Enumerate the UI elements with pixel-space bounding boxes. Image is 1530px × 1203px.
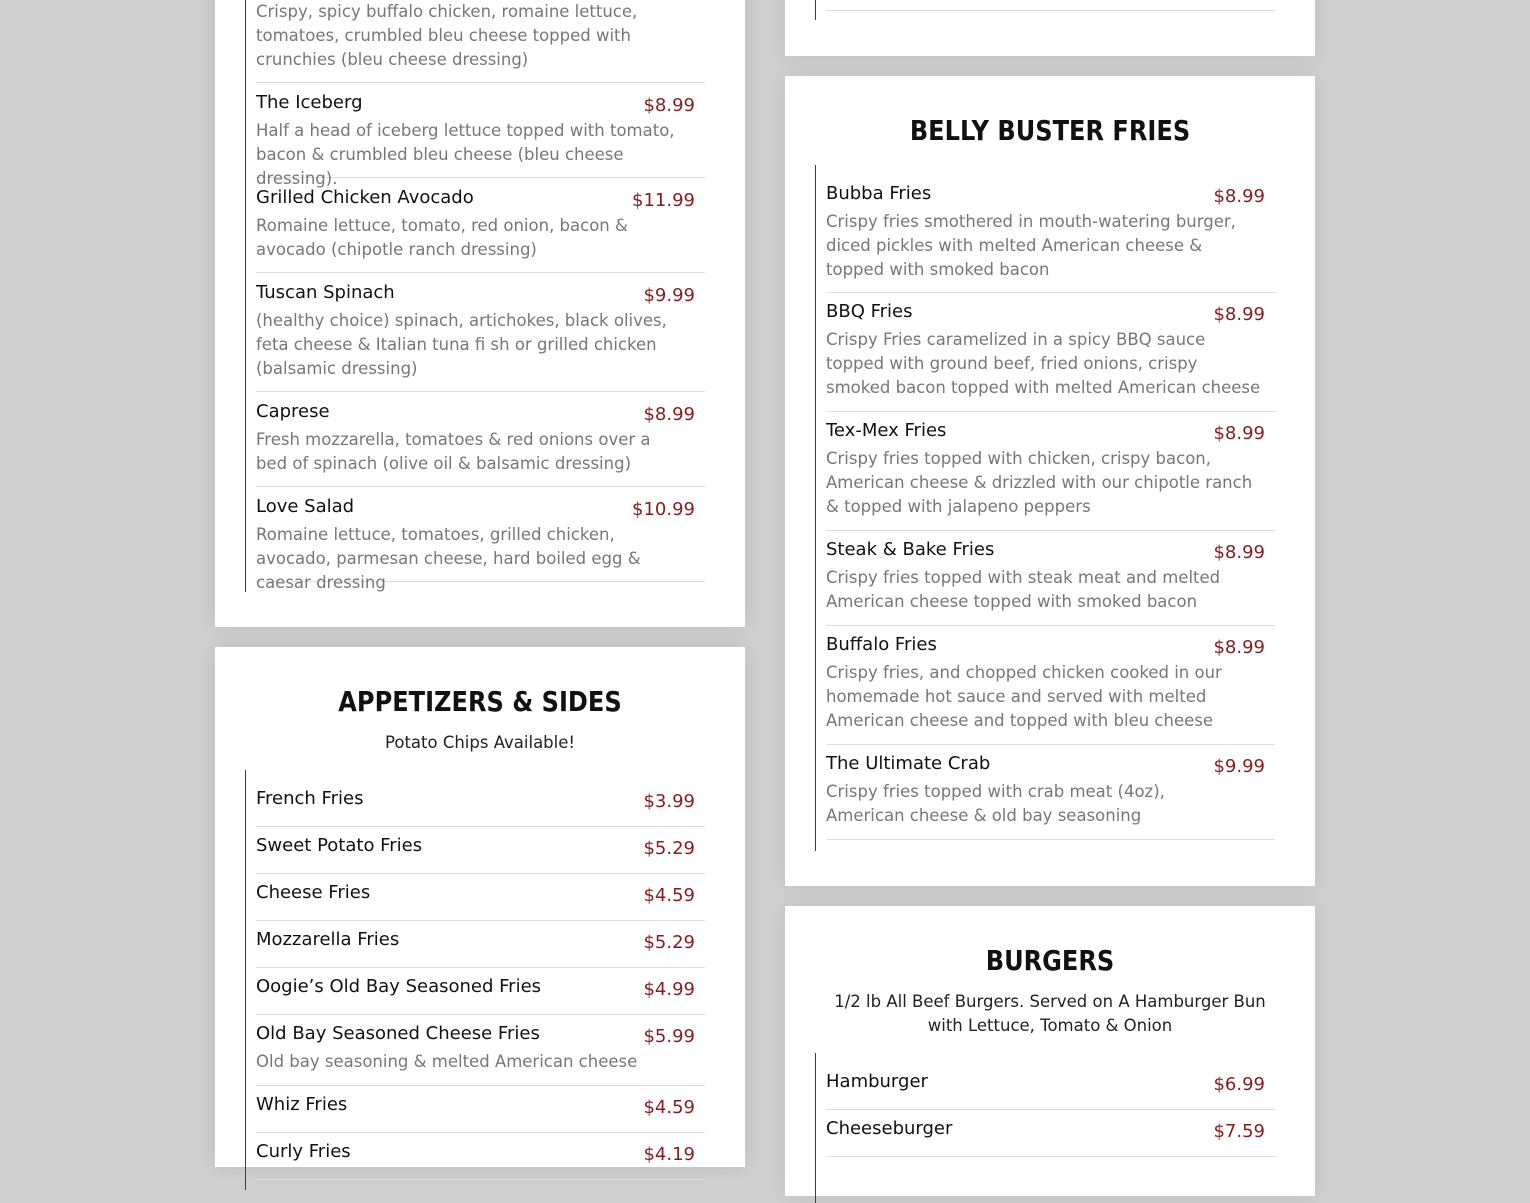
list-item xyxy=(826,165,1275,293)
item-price: $10.99 xyxy=(632,499,695,520)
belly-buster-card xyxy=(785,76,1315,886)
previous-section-list xyxy=(815,0,1275,20)
item-price: $7.59 xyxy=(1213,1121,1265,1142)
item-name: Old Bay Seasoned Cheese Fries xyxy=(256,1023,540,1044)
item-name: Bubba Fries xyxy=(826,183,932,204)
item-name: Curly Fries xyxy=(256,1141,351,1162)
item-description: Crispy Fries caramelized in a spicy BBQ sauce topped with ground beef, fried onions, crispy smoked bacon topped with melted American cheese xyxy=(826,330,1261,397)
section-title: APPETIZERS & SIDES xyxy=(338,685,622,718)
item-description: Romaine lettuce, tomato, red onion, bacon & avocado (chipotle ranch dressing) xyxy=(256,216,628,259)
item-name: BBQ Fries xyxy=(826,301,913,322)
belly-buster-list xyxy=(815,165,1275,851)
list-item xyxy=(256,487,705,592)
item-name: Grilled Chicken Avocado xyxy=(256,187,474,208)
item-description: Crispy fries topped with crab meat (4oz), American cheese & old bay seasoning xyxy=(826,782,1165,825)
item-price: $5.29 xyxy=(643,838,695,859)
list-item xyxy=(826,531,1275,626)
item-description: Crispy fries, and chopped chicken cooked in our homemade hot sauce and served with melted American cheese and topped with bleu cheese xyxy=(826,663,1222,730)
section-subtitle: Potato Chips Available! xyxy=(384,733,576,752)
item-price: $8.99 xyxy=(1213,637,1265,658)
list-item xyxy=(826,412,1275,531)
list-item xyxy=(256,1086,705,1133)
list-item xyxy=(256,0,705,83)
item-name: Cheese Fries xyxy=(256,882,371,903)
item-price: $4.99 xyxy=(643,979,695,1000)
item-name: Tuscan Spinach xyxy=(256,282,395,303)
list-item xyxy=(826,1110,1275,1157)
list-item xyxy=(256,392,705,487)
item-price: $8.99 xyxy=(643,404,695,425)
list-item xyxy=(256,178,705,273)
list-item xyxy=(826,0,1275,11)
item-price: $8.99 xyxy=(643,95,695,116)
item-description: Romaine lettuce, tomatoes, grilled chicken, avocado, parmesan cheese, hard boiled egg & caesar dressing xyxy=(256,525,641,592)
item-price: $11.99 xyxy=(632,190,695,211)
item-price: $4.59 xyxy=(643,885,695,906)
item-name: Tex-Mex Fries xyxy=(826,420,947,441)
list-item xyxy=(256,273,705,392)
item-name: The Ultimate Crab xyxy=(826,753,991,774)
item-name: Mozzarella Fries xyxy=(256,929,400,950)
list-item xyxy=(826,293,1275,412)
item-description: Fresh mozzarella, tomatoes & red onions over a bed of spinach (olive oil & balsamic dressing) xyxy=(256,430,651,473)
section-subtitle: 1/2 lb All Beef Burgers. Served on A Hamburger Bun with Lettuce, Tomato & Onion xyxy=(834,992,1266,1035)
item-name: Whiz Fries xyxy=(256,1094,348,1115)
item-name: Steak & Bake Fries xyxy=(826,539,995,560)
item-price: $8.99 xyxy=(1213,186,1265,207)
item-description: (healthy choice) spinach, artichokes, black olives, feta cheese & Italian tuna fi sh or grilled chicken (balsamic dressing) xyxy=(256,311,667,378)
appetizers-card xyxy=(215,647,745,1167)
previous-section-card xyxy=(785,0,1315,56)
item-description: Crispy, spicy buffalo chicken, romaine lettuce, tomatoes, crumbled bleu cheese topped with crunchies (bleu cheese dressing) xyxy=(256,2,638,69)
item-description: Crispy fries topped with chicken, crispy bacon, American cheese & drizzled with our chipotle ranch & topped with jalapeno peppers xyxy=(826,449,1253,516)
item-price: $4.59 xyxy=(643,1097,695,1118)
item-name: Cheeseburger xyxy=(826,1118,953,1139)
item-name: Buffalo Fries xyxy=(826,634,937,655)
item-price: $4.19 xyxy=(643,1144,695,1165)
salads-list xyxy=(245,0,705,592)
item-price: $9.99 xyxy=(643,285,695,306)
item-name: Caprese xyxy=(256,401,330,422)
list-item xyxy=(256,921,705,968)
list-item xyxy=(826,626,1275,745)
list-item xyxy=(256,827,705,874)
list-item xyxy=(256,874,705,921)
item-name: The Iceberg xyxy=(256,92,363,113)
list-item xyxy=(256,770,705,827)
burgers-card xyxy=(785,906,1315,1196)
item-description: Old bay seasoning & melted American cheese xyxy=(256,1052,638,1071)
item-name: Oogie’s Old Bay Seasoned Fries xyxy=(256,976,542,997)
burgers-list xyxy=(815,1053,1275,1203)
appetizers-list xyxy=(245,770,705,1190)
section-title: BURGERS xyxy=(985,944,1115,977)
list-item xyxy=(256,1133,705,1180)
item-price: $9.99 xyxy=(1213,756,1265,777)
item-price: $8.99 xyxy=(1213,423,1265,444)
list-item xyxy=(256,968,705,1015)
item-description: Crispy fries topped with steak meat and melted American cheese topped with smoked bacon xyxy=(826,568,1221,611)
section-title: BELLY BUSTER FRIES xyxy=(909,114,1191,147)
item-price: $8.99 xyxy=(1213,304,1265,325)
list-item xyxy=(256,83,705,188)
salads-card xyxy=(215,0,745,627)
item-name: Sweet Potato Fries xyxy=(256,835,423,856)
item-name: Love Salad xyxy=(256,496,355,517)
list-item xyxy=(826,1053,1275,1110)
item-description: Crispy fries smothered in mouth-watering burger, diced pickles with melted American cheese & topped with smoked bacon xyxy=(826,212,1236,279)
item-name: Hamburger xyxy=(826,1071,928,1092)
item-price: $5.29 xyxy=(643,932,695,953)
item-description: Half a head of iceberg lettuce topped with tomato, bacon & crumbled bleu cheese (bleu cheese dressing). xyxy=(256,121,675,188)
item-price: $8.99 xyxy=(1213,542,1265,563)
list-item xyxy=(826,745,1275,840)
item-price: $6.99 xyxy=(1213,1074,1265,1095)
item-price: $5.99 xyxy=(643,1026,695,1047)
list-item xyxy=(256,1015,705,1086)
item-price: $3.99 xyxy=(643,791,695,812)
item-name: French Fries xyxy=(256,788,364,809)
